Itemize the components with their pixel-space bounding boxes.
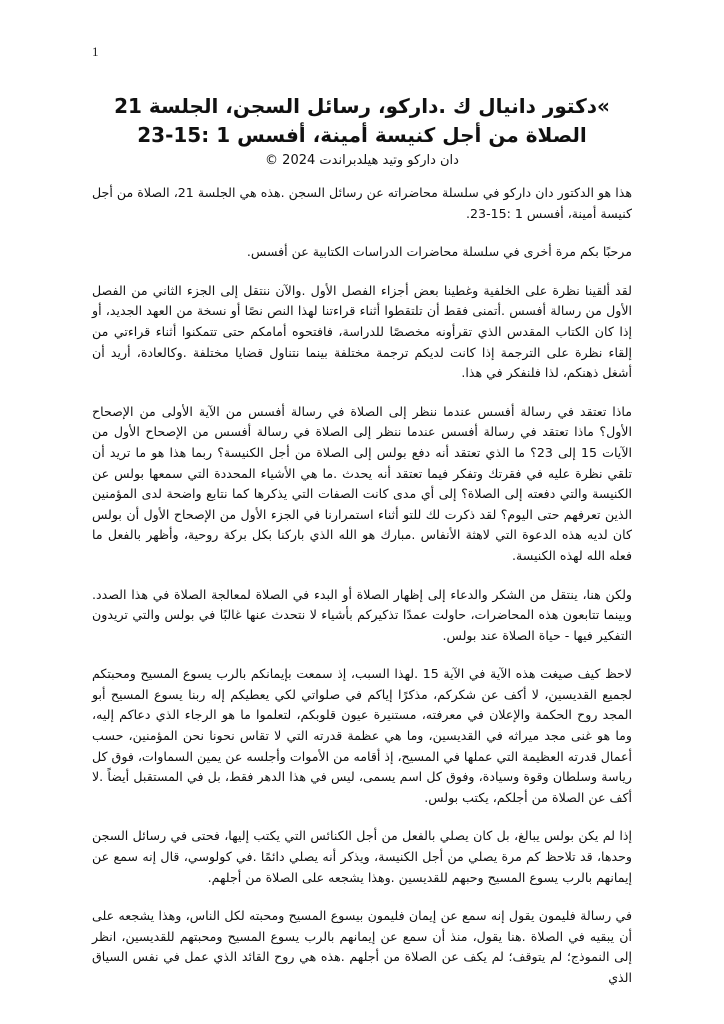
paragraph-questions: ماذا تعتقد في رسالة أفسس عندما ننظر إلى الصلاة في رسالة أفسس من الآية الأولى من الإصحاح الأول؟ ماذا تعتقد في رسالة أفسس عندما ننظر إلى الصلاة في رسالة أفسس من الإصحاح الأول من الآيات 15 إلى 23؟ ما الذي تعتقد أنه دفع بولس إلى الصلاة من أجل الكنيسة؟ ربما هذا هو ما تريد أن تلقي نظرة عليه في فقرتك وتفكر فيما تعتقد أنه يحدث .ما هي الأشياء المحددة التي سمعها بولس عن الكنيسة والتي دفعته إلى الصلاة؟ إلى أي مدى كانت الصفات التي يذكرها كما نتابع واضحة لدى المؤمنين الذين تعرفهم حتى اليوم؟ لقد ذكرت لك للتو أثناء استمرارنا في الجزء الأول من الإصحاح الأول أن بولس كان لديه هذه الدعوة التي لاهثة الأنفاس .مبارك هو الله الذي باركنا بكل بركة روحية، وأظهر بالفعل ما فعله الله لهذه الكنيسة.	[92, 403, 632, 563]
copyright-line: دان داركو وتيد هيلدبراندت 2024 ©	[265, 153, 459, 168]
document-header	[80, 92, 644, 169]
paragraph-intro: هذا هو الدكتور دان داركو في سلسلة محاضراته عن رسائل السجن .هذه هي الجلسة 21، الصلاة من أجل كنيسة أمينة، أفسس 1 :15-23.	[92, 185, 632, 221]
title-line-1: »دكتور دانيال ك .داركو، رسائل السجن، الجلسة 21	[114, 94, 610, 118]
title-line-2: الصلاة من أجل كنيسة أمينة، أفسس 1 :15-23	[137, 123, 587, 147]
paragraph-philemon: في رسالة فليمون يقول إنه سمع عن إيمان فليمون بيسوع المسيح ومحبته لكل الناس، وهذا يشجعه على أن يبقيه في الصلاة .هنا يقول، منذ أن سمع عن إيمانهم بالرب يسوع المسيح ومحبتهم للقديسين، انظر إلى النموذج؛ لم يتوقف؛ لم يكف عن الصلاة من أجلهم .هذه هي روح القائد الذي عمل في نفس السياق الذي	[92, 908, 632, 985]
paragraph-scripture: لاحظ كيف صيغت هذه الآية في الآية 15 .لهذا السبب، إذ سمعت بإيمانكم بالرب يسوع المسيح ومحبتكم لجميع القديسين، لا أكف عن شكركم، مذكرًا إياكم في صلواتي لكي يعطيكم إله ربنا يسوع المسيح أبو المجد روح الحكمة والإعلان في معرفته، مستنيرة عيون قلوبكم، لتعلموا ما هو الرجاء الذي دعاكم إليه، وما هو غنى مجد ميراثه في القديسين، وما هي عظمة قدرته التي لا تقاس نحونا نحن المؤمنين، حسب أعمال قدرته العظيمة التي عملها في المسيح، إذ أقامه من الأموات وأجلسه عن يمين السماوات، فوق كل رياسة وسلطان وقوة وسيادة، وفوق كل اسم يسمى، ليس في هذا الدهر فقط، بل في المستقبل أيضاً .لا أكف عن الصلاة من أجلكم، يكتب بولس.	[92, 666, 632, 805]
document-body	[92, 183, 632, 1007]
paragraph-background: لقد ألقينا نظرة على الخلفية وغطينا بعض أجزاء الفصل الأول .والآن ننتقل إلى الجزء الثاني من الفصل الأول من رسالة أفسس .أتمنى فقط أن تلتقطوا أثناء قراءتنا لهذا النص نصًا أو نسخة من العهد الجديد، أو إذا كان الكتاب المقدس الذي تقرأونه مخصصًا للدراسة، فافتحوه أمامكم حتى تتمكنوا أثناء قراءتي من إلقاء نظرة على الترجمة إذا كانت لديكم ترجمة مختلفة بينما نتناول قضايا مختلفة .وكالعادة، أريد أن أشغل ذهنكم، لذا فلنفكر في هذا.	[92, 282, 632, 381]
paragraph-transition: ولكن هنا، ينتقل من الشكر والدعاء إلى إظهار الصلاة أو البدء في الصلاة لمعالجة الصلاة في هذا الصدد. وبينما تتابعون هذه المحاضرات، حاولت عمدًا تذكيركم بأشياء لا نتحدث عنها غالبًا في بولس والتي تريدون التفكير فيها - حياة الصلاة عند بولس.	[92, 586, 632, 643]
page-number: 1	[92, 44, 99, 59]
paragraph-prison-letters: إذا لم يكن بولس يبالغ، بل كان يصلي بالفعل من أجل الكنائس التي يكتب إليها، فحتى في رسائل السجن وحدها، قد تلاحظ كم مرة يصلي من أجل الكنيسة، ويذكر أنه يصلي دائمًا .في كولوسي، قال إنه سمع عن إيمانهم بالرب يسوع المسيح وحبهم للقديسين .وهذا يشجعه على الصلاة من أجلهم.	[92, 828, 632, 885]
document-title	[80, 92, 644, 150]
paragraph-welcome: مرحبًا بكم مرة أخرى في سلسلة محاضرات الدراسات الكتابية عن أفسس.	[246, 244, 632, 260]
